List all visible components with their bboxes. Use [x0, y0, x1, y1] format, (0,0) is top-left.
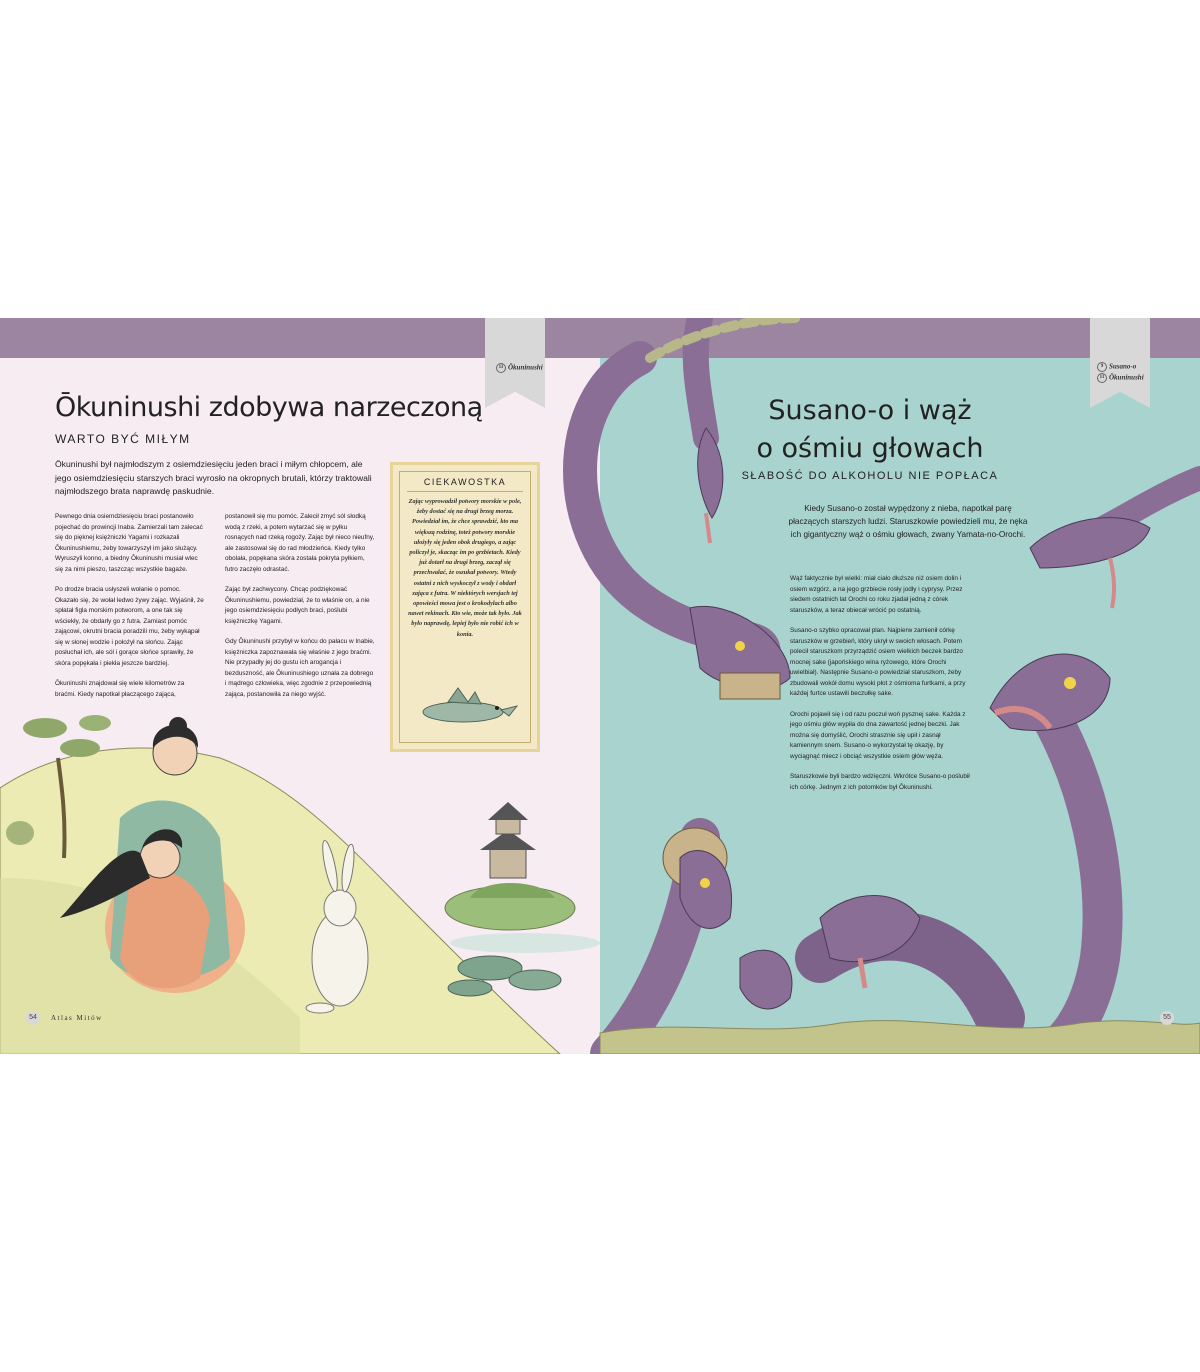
left-ribbon-label [496, 363, 543, 373]
paragraph: Susano-o szybko opracował plan. Najpierw zamienił córkę staruszków w grzebień, który ukrył w swoich włosach. Potem polecił staruszkom przyrządzić osiem wielkich beczek bardzo mocnej sake (japońskiego wina ryżowego, które Orochi uwielbiał). Następnie Susano-o powiedział staruszkom, żeby zbudowali wokół domu wysoki płot z ośmioma furtkami, a przy każdej furtce ustawili beczułkę sake. [790, 627, 966, 697]
ribbon-number: 11 [1097, 373, 1107, 383]
right-page-subtitle: SŁABOŚĆ DO ALKOHOLU NIE POPŁACA [741, 470, 999, 482]
paragraph: Ōkuninushi znajdował się wiele kilometrów za braćmi. Kiedy napotkał płaczącego zająca, [55, 680, 185, 698]
left-page-intro: Ōkuninushi był najmłodszym z osiemdziesięciu jeden braci i miłym chłopcem, ale jego osiemdziesięciu starszych braci wyrosło na okropnych brutali, którzy traktowali najmłodszego brata naprawdę paskudnie. [55, 459, 372, 496]
paragraph: Gdy Ōkuninushi przybył w końcu do pałacu w Inabie, księżniczka zapoznawała się właśnie z jego braćmi. Nie przypadły jej do gustu ich arogancja i bezduszność, ale Ōkuninushiego uznała za dobrego i mądrego człowieka, więc zgodnie z przepowiednią zająca, postanowiła za niego wyjść. [225, 638, 375, 698]
ribbon-text: Ōkuninushi [508, 363, 543, 372]
trivia-text: Zając wyprowadził potwory morskie w pole, żeby dostać się na drugi brzeg morza. Powiedział im, że chce sprawdzić, kto ma większą rodzinę, toteż potwory morskie ułożyły się jeden obok drugiego, a zając policzył je, skacząc im po grzbietach. Kiedy już dotarł na drugi brzeg, zaczął się przechwalać, że oszukał potwory. Wtedy ostatni z nich wyskoczył z wody i obdarł zająca z futra. W niektórych wersjach tej opowieści mowa jest o krokodylach albo nawet rekinach. Kto wie, może tak było. Jak było naprawdę, lepiej było nie robić ich w konia. [408, 498, 522, 638]
left-column-1 [55, 512, 205, 710]
paragraph: Po drodze bracia usłyszeli wołanie o pomoc. Okazało się, że wołał ledwo żywy zając. Wyjaśnił, że spłatał figla morskim potworom, a one tak się wściekły, że obdarły go z futra. Zamiast pomóc zającowi, okrutni bracia poradzili mu, żeby wykąpał się w słonej wodzie i położył na słońcu. Zając posłuchał ich, ale sól i gorące słońce sprawiły, że skóra popękała i piekła jeszcze bardziej. [55, 586, 204, 667]
trivia-box [390, 462, 540, 752]
trivia-divider [407, 491, 523, 492]
title-line-2: o ośmiu głowach [756, 433, 984, 464]
right-ribbon-label-1 [1097, 362, 1136, 372]
paragraph: Wąż faktycznie był wielki: miał ciało dłuższe niż osiem dolin i osiem wzgórz, a na jego grzbiecie rosły jodły i cyprysy. Przez siedem ostatnich lat Orochi co roku zjadał jedną z córek staruszków, a teraz obiecał wrócić po ostatnią. [790, 575, 963, 614]
paragraph: postanowił się mu pomóc. Zalecił zmyć sól słodką wodą z rzeki, a potem wytarzać się w pyłku rosnących nad rzeką rogoży. Zając był nieco nieufny, ale zastosował się do rad młodzieńca. Kiedy tylko obolała, popękana skóra została pokryta pyłkiem, futro zaczęło odrastać. [225, 513, 375, 573]
title-line-1: Susano-o i wąż [768, 395, 972, 426]
right-page-intro: Kiedy Susano-o został wypędzony z nieba, napotkał parę płaczących starszych ludzi. Staruszkowie powiedzieli mu, że nęka ich gigantyczny wąż o ośmiu głowach, zwany Yamata-no-Orochi. [788, 504, 1028, 539]
ribbon-number: 9 [1097, 362, 1107, 372]
paragraph: Orochi pojawił się i od razu poczuł woń pysznej sake. Każda z jego ośmiu głów wypiła do dna zawartość jednej beczki. Jak można się domyślić, Orochi strasznie się upił i zasnął kamiennym snem. Susano-o wykorzystał tę okazję, by wyciągnąć miecz i obciąć wszystkie osiem głów węża. [790, 710, 966, 760]
left-page-number: 54 [26, 1011, 40, 1025]
trivia-title: CIEKAWOSTKA [423, 477, 507, 487]
paragraph: Zając był zachwycony. Chcąc podziękować Ōkuninushiemu, powiedział, że to właśnie on, a nie jego osiemdziesięciu podłych braci, poślubi księżniczkę Yagami. [225, 586, 370, 625]
book-title-footer: Atlas Mitów [51, 1014, 103, 1022]
left-column-2 [225, 512, 375, 710]
right-page-title [700, 392, 1040, 468]
right-page-number: 55 [1160, 1011, 1174, 1025]
grass-illustration [600, 1021, 1200, 1054]
right-column [790, 574, 970, 803]
ribbon-text: Ōkuninushi [1109, 373, 1144, 382]
castle-island-illustration [445, 802, 600, 953]
ribbon-number: 11 [496, 363, 506, 373]
paragraph: Staruszkowie byli bardzo wdzięczni. Wkrótce Susano-o poślubił ich córkę. Jednym z ich potomków był Ōkuninushi. [790, 773, 970, 791]
sea-monster-icon [413, 680, 518, 730]
crocodiles-illustration [448, 956, 561, 996]
left-page-subtitle: WARTO BYĆ MIŁYM [55, 432, 191, 446]
right-ribbon-label-2 [1097, 373, 1144, 383]
paragraph: Pewnego dnia osiemdziesięciu braci postanowiło pojechać do prowincji Inaba. Zamierzali tam zalecać się do pięknej księżniczki Yagami i rozkazali Ōkuninushiemu, żeby towarzyszył im jako służący. Wyruszyli konno, a biedny Ōkuninushi musiał wlec się za nimi pieszo, taszcząc wszystkie bagaże. [55, 513, 203, 573]
ribbon-text: Susano-o [1109, 362, 1137, 371]
left-page-title: Ōkuninushi zdobywa narzeczoną [55, 392, 483, 423]
